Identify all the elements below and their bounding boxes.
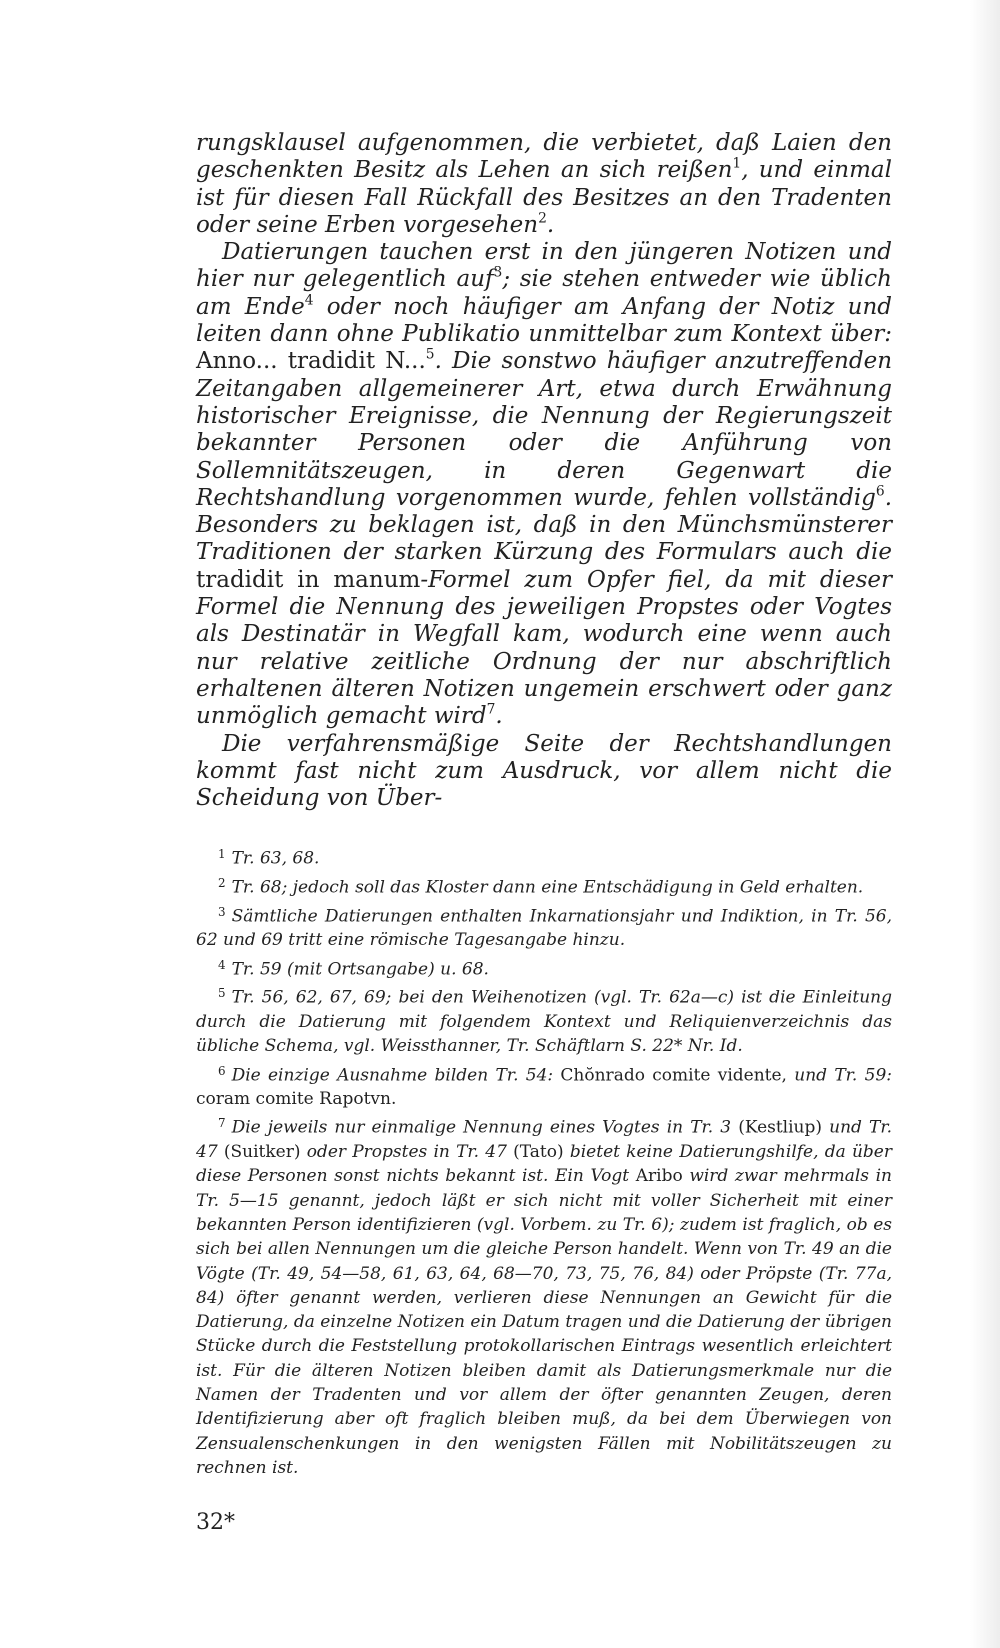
footnote-7: $^7$ Die jeweils nur einmalige Nennung eines Vogtes in Tr. 3 (Kestliup) und Tr. 47 (Suitker) oder Propstes in Tr. 47 (Tato) bietet keine Datierungshilfe, da über diese Personen sonst nichts bekannt ist. Ein Vogt Aribo wird zwar mehrmals in Tr. 5—15 genannt, jedoch läßt er sich nicht mit voller Sicherheit mit einer bekannten Person identifizieren (vgl. Vorbem. zu Tr. 6); zudem ist fraglich, ob es sich bei allen Nennungen um die gleiche Person handelt. Wenn von Tr. 49 an die Vögte (Tr. 49, 54—58, 61, 63, 64, 68—70, 73, 75, 76, 84) oder Pröpste (Tr. 77a, 84) öfter genannt werden, verlieren diese Nennungen an Gewicht für die Datierung, da einzelne Notizen ein Datum tragen und die Datierung der übrigen Stücke durch die Feststellung protokollarischen Eintrags wesentlich erleichtert ist. Für die älteren Notizen bleiben damit als Datierungsmerkmale nur die Namen der Tradenten und vor allem der öfter genannten Zeugen, deren Identifizierung aber oft fraglich bleiben muß, da bei dem Überwiegen von Zensualenschenkungen in den wenigsten Fällen mit Nobilitätszeugen zu rechnen ist. xyxy=(196,1116,892,1478)
footnote-4: $^4$ Tr. 59 (mit Ortsangabe) u. 68. xyxy=(218,957,489,979)
footnote-5: $^5$ Tr. 56, 62, 67, 69; bei den Weihenotizen (vgl. Tr. 62a—c) ist die Einleitung durch die Datierung mit folgendem Kontext und Reliquienverzeichnis das übliche Schema, vgl. Weissthanner, Tr. Schäftlarn S. 22* Nr. Id. xyxy=(196,986,892,1057)
footnote-ref-3: 3 xyxy=(493,264,503,281)
text-block xyxy=(196,130,892,1535)
footnote-ref-4: 4 xyxy=(304,292,314,309)
quoted-formula: tradidit in manum xyxy=(196,566,421,593)
footnotes xyxy=(196,842,892,1480)
quoted-formula: Anno... tradidit N... xyxy=(196,348,426,375)
footnote-1: $^1$ Tr. 63, 68. xyxy=(218,847,320,869)
paragraph-3: Die verfahrensmäßige Seite der Rechtshandlungen kommt fast nicht zum Ausdruck, vor allem nicht die Scheidung von Über- xyxy=(196,730,892,812)
footnote-ref-1: 1 xyxy=(732,155,742,172)
main-text xyxy=(196,130,892,812)
footnote-ref-6: 6 xyxy=(875,483,885,500)
footnote-ref-5: 5 xyxy=(425,346,435,363)
footnote-ref-7: 7 xyxy=(486,701,496,718)
footnote-ref-2: 2 xyxy=(538,210,547,227)
footnote-3: $^3$ Sämtliche Datierungen enthalten Inkarnationsjahr und Indiktion, in Tr. 56, 62 und 69 tritt eine römische Tagesangabe hinzu. xyxy=(196,904,892,951)
paragraph-1: rungsklausel aufgenommen, die verbietet, daß Laien den geschenkten Besitz als Lehen an sich reißen$^1$, und einmal ist für diesen Fall Rückfall des Besitzes an den Tradenten oder seine Erben vorgesehen$^2$. xyxy=(196,130,892,238)
paragraph-2: Datierungen tauchen erst in den jüngeren Notizen und hier nur gelegentlich auf$^3$; sie stehen entweder wie üblich am Ende$^4$ oder noch häufiger am Anfang der Notiz und leiten dann ohne Publikatio unmittelbar zum Kontext über: Anno... tradidit N...$^5$. Die sonstwo häufiger anzutreffenden Zeitangaben allgemeinerer Art, etwa durch Erwähnung historischer Ereignisse, die Nennung der Regierungszeit bekannter Personen oder die Anführung von Sollemnitätszeugen, in deren Gegenwart die Rechtshandlung vorgenommen wurde, fehlen vollständig$^6$. Besonders zu beklagen ist, daß in den Münchsmünsterer Traditionen der starken Kürzung des Formulars auch die tradidit in manum-Formel zum Opfer fiel, da mit dieser Formel die Nennung des jeweiligen Propstes oder Vogtes als Destinatär in Wegfall kam, wodurch eine wenn auch nur relative zeitliche Ordnung der nur abschriftlich erhaltenen älteren Notizen ungemein erschwert oder ganz unmöglich gemacht wird$^7$. xyxy=(196,239,893,730)
page-number: 32* xyxy=(196,1510,235,1536)
footnote-2: $^2$ Tr. 68; jedoch soll das Kloster dann eine Entschädigung in Geld erhalten. xyxy=(218,876,864,898)
footnote-6: $^6$ Die einzige Ausnahme bilden Tr. 54: Chŏnrado comite vidente, und Tr. 59: coram comite Rapotvn. xyxy=(196,1063,892,1110)
